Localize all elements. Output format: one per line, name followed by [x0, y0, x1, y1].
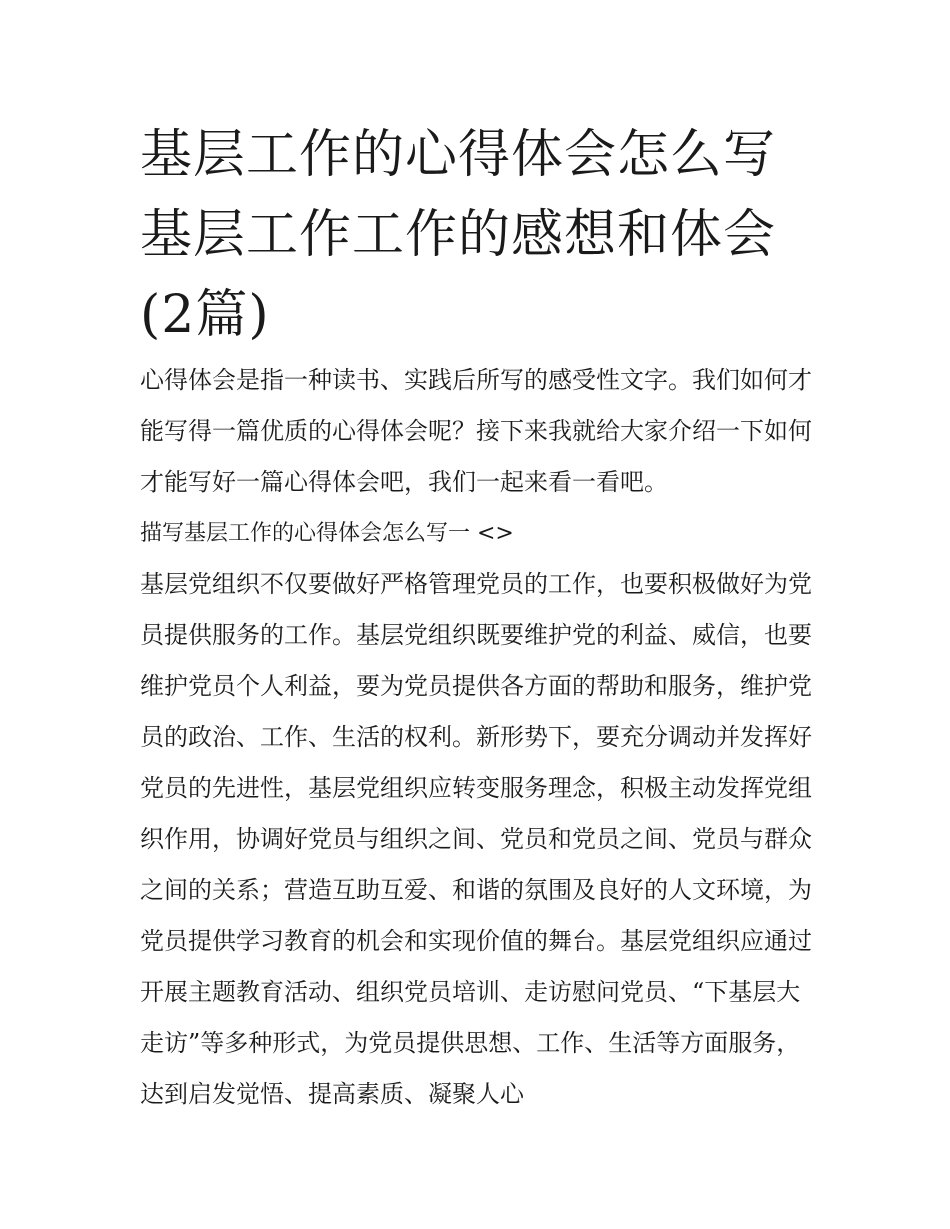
document-body: [140, 355, 820, 1120]
intro-paragraph: 心得体会是指一种读书、实践后所写的感受性文字。我们如何才能写得一篇优质的心得体会呢？接下来我就给大家介绍一下如何才能写好一篇心得体会吧，我们一起来看一看吧。: [140, 366, 812, 496]
document-title: 基层工作的心得体会怎么写 基层工作工作的感想和体会(2篇): [140, 125, 777, 345]
body-paragraph: 基层党组织不仅要做好严格管理党员的工作，也要积极做好为党员提供服务的工作。基层党组织既要维护党的利益、威信，也要维护党员个人利益，要为党员提供各方面的帮助和服务，维护党员的政治、工作、生活的权利。新形势下，要充分调动并发挥好党员的先进性，基层党组织应转变服务理念，积极主动发挥党组织作用，协调好党员与组织之间、党员和党员之间、党员与群众之间的关系；营造互助互爱、和谐的氛围及良好的人文环境，为党员提供学习教育的机会和实现价值的舞台。基层党组织应通过开展主题教育活动、组织党员培训、走访慰问党员、“下基层大走访”等多种形式，为党员提供思想、工作、生活等方面服务，达到启发觉悟、提高素质、凝聚人心: [140, 570, 812, 1108]
section-heading: 描写基层工作的心得体会怎么写一 <>: [140, 521, 514, 546]
